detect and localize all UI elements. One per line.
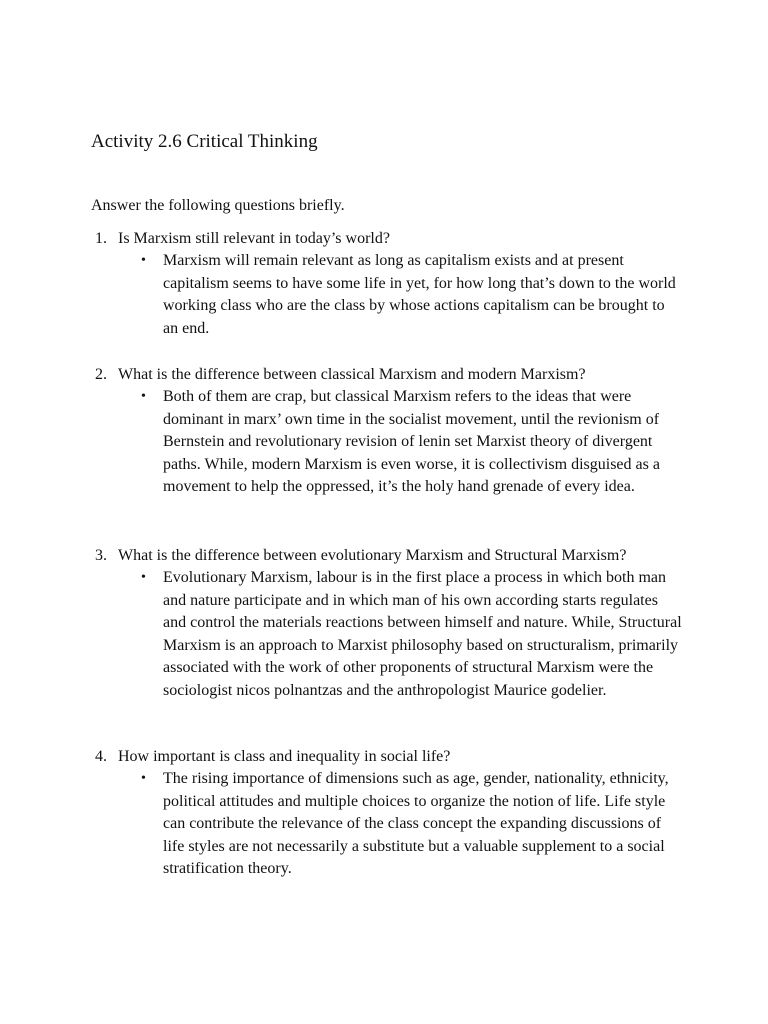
answer-item xyxy=(95,386,695,499)
question-text: What is the difference between classical Marxism and modern Marxism? xyxy=(118,366,586,383)
question-number: 4. xyxy=(95,748,107,765)
answer-item xyxy=(95,768,695,881)
bullet-icon: • xyxy=(141,253,146,268)
answer-item xyxy=(95,567,695,703)
question-number: 3. xyxy=(95,547,107,564)
question-number: 2. xyxy=(95,366,107,383)
answer-text: The rising importance of dimensions such as age, gender, nationality, ethnicity, political attitudes and multiple choices to organize the notion of life. Life style can contribute the relevance of the class concept the expanding discussions of life styles are not necessarily a substitute but a valuable supplement to a social stratification theory. xyxy=(163,770,669,878)
question-item-1 xyxy=(95,228,695,340)
answer-text: Both of them are crap, but classical Marxism refers to the ideas that were dominant in marx’ own time in the socialist movement, until the revionism of Bernstein and revolutionary revision of lenin set Marxist theory of divergent paths. While, modern Marxism is even worse, it is collectivism disguised as a movement to help the oppressed, it’s the holy hand grenade of every idea. xyxy=(163,388,660,496)
bullet-icon: • xyxy=(141,570,146,585)
question-item-2 xyxy=(95,364,695,499)
page-title: Activity 2.6 Critical Thinking xyxy=(91,131,318,152)
bullet-icon: • xyxy=(141,771,146,786)
answer-text: Marxism will remain relevant as long as capitalism exists and at present capitalism seems to have some life in yet, for how long that’s down to the world working class who are the class by whose actions capitalism can be brought to an end. xyxy=(163,252,676,337)
question-text: Is Marxism still relevant in today’s world? xyxy=(118,230,390,247)
answer-item xyxy=(95,250,695,340)
instructions-text: Answer the following questions briefly. xyxy=(91,197,345,214)
question-text: What is the difference between evolutionary Marxism and Structural Marxism? xyxy=(118,547,627,564)
question-item-4 xyxy=(95,746,695,881)
question-text: How important is class and inequality in social life? xyxy=(118,748,451,765)
answer-text: Evolutionary Marxism, labour is in the first place a process in which both man and nature participate and in which man of his own according starts regulates and control the materials reactions between himself and nature. While, Structural Marxism is an approach to Marxist philosophy based on structuralism, primarily associated with the work of other proponents of structural Marxism were the sociologist nicos polnantzas and the anthropologist Maurice godelier. xyxy=(163,569,682,699)
question-item-3 xyxy=(95,545,695,703)
question-number: 1. xyxy=(95,230,107,247)
bullet-icon: • xyxy=(141,389,146,404)
